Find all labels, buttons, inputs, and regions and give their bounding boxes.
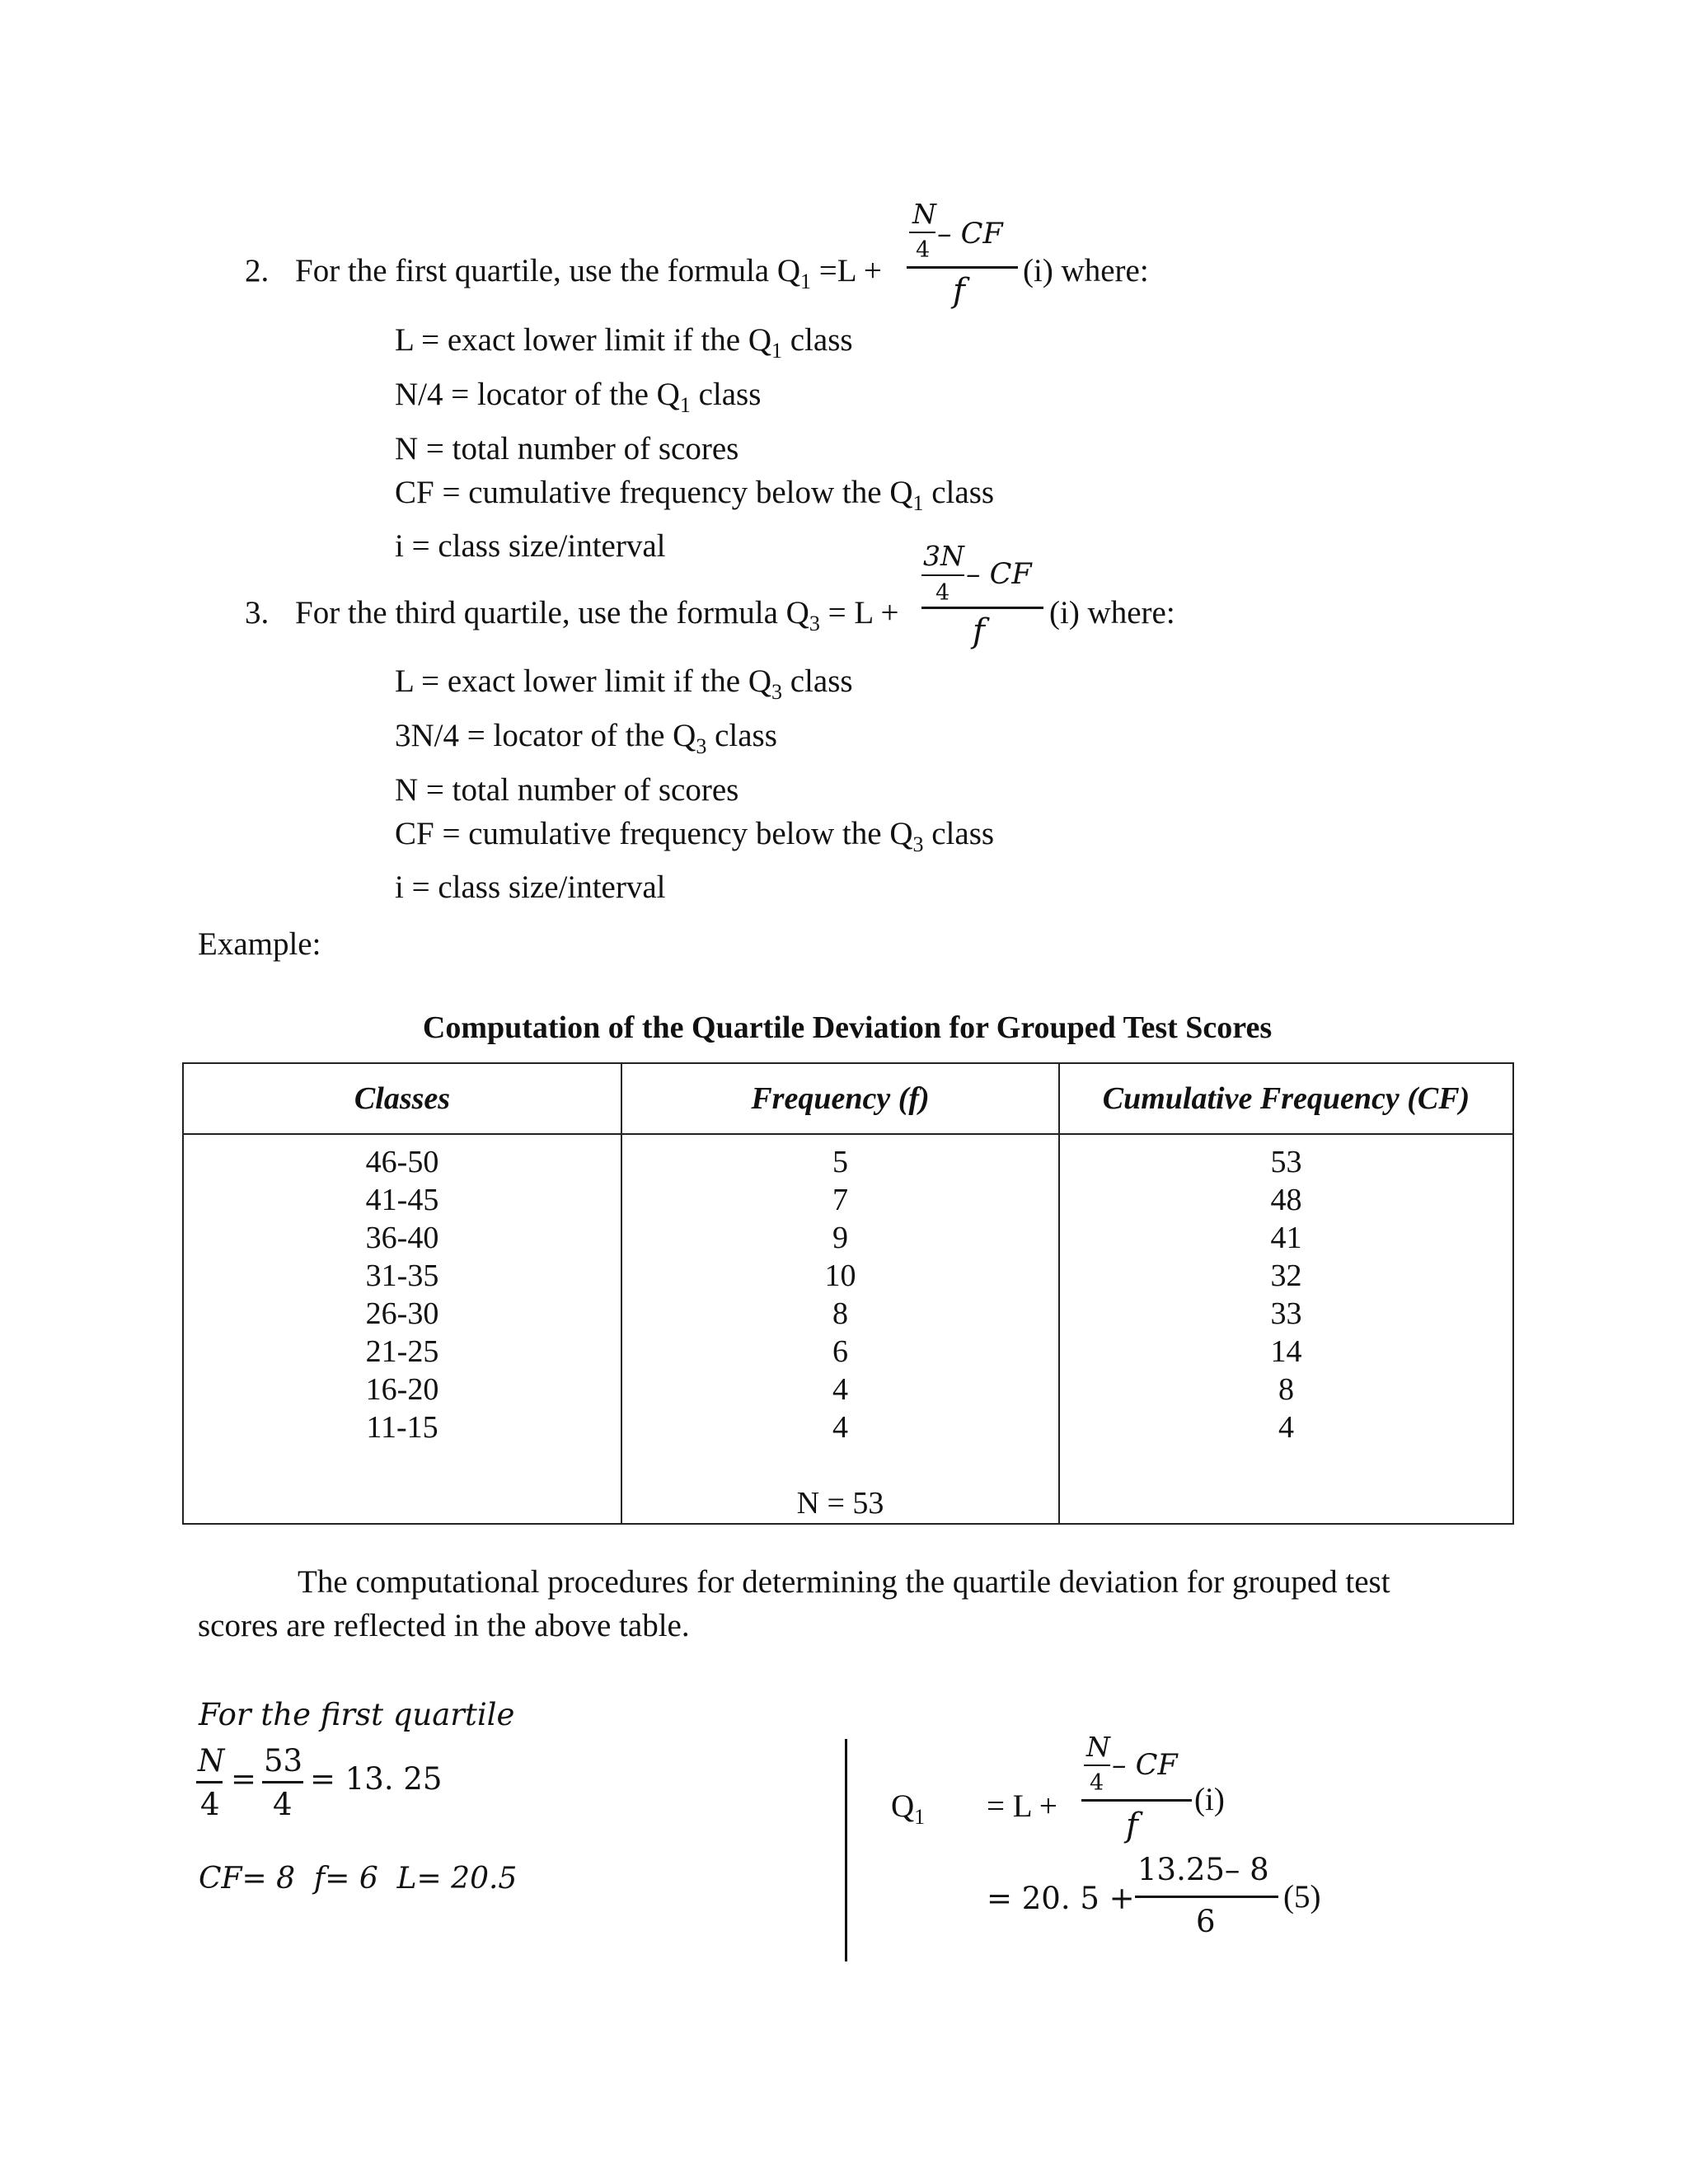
table-body-row [183,1134,1513,1524]
calc-den-4: 4 [200,1787,220,1822]
q3-def-lower-limit: L = exact lower limit if the $Q_3$ class [395,663,853,704]
line1-den: f [1126,1807,1138,1844]
line1-num-top: N [1086,1731,1110,1763]
calc-den-4b: 4 [273,1787,293,1822]
q1-formula-eq: =L + [811,253,882,288]
table-cell: 26-30 [365,1296,439,1331]
q3-formula-lead: For the third quartile, use the formula Q [295,595,809,630]
q1-line1-eq: = L + [987,1788,1057,1824]
q1-frac-num-top: N [912,198,936,230]
table-cell: 9 [832,1221,848,1255]
q1-def-locator: N/4 = locator of the $Q_1$ class [395,376,762,417]
table-cell: 41 [1270,1221,1302,1255]
table-spacer [623,1446,1057,1484]
q1-frac-num-minus: – CF [937,218,1003,251]
table-cell: 11-15 [366,1410,438,1445]
table-cell: 16-20 [365,1372,439,1407]
table-cell: 7 [832,1183,848,1217]
example-label: Example: [198,926,321,962]
line2-frac-bar [1135,1896,1278,1898]
line2-num: 13.25– 8 [1137,1852,1269,1887]
q3-frac-bar [921,607,1043,609]
table-cell: 4 [832,1410,848,1445]
table-cell: 5 [832,1145,848,1179]
classes-column [183,1134,621,1524]
q3-definitions [395,659,994,909]
q1-def-total: N = total number of scores [395,430,739,466]
calc-result: = 13. 25 [310,1761,443,1797]
paragraph-line-1: The computational procedures for determining the quartile deviation for grouped test [298,1564,1390,1600]
q1-def-cf: CF = cumulative frequency below the $Q_1$ class [395,474,995,515]
q1-frac-num-smallbar [909,232,935,233]
calc-eq-1: = [231,1761,257,1797]
table-cell: 8 [1278,1372,1294,1407]
q1-result-label: $Q_1$ [891,1788,926,1829]
q3-formula-text [295,597,898,635]
table-cell: 8 [832,1296,848,1331]
header-frequency: Frequency (f) [621,1063,1059,1134]
header-classes: Classes [183,1063,621,1134]
q3-def-interval: i = class size/interval [395,869,666,906]
q1-formula-lead: For the first quartile, use the formula Q [295,253,801,288]
table-cell: 14 [1270,1334,1302,1369]
calc-bar-2 [262,1781,303,1783]
table-cell: 21-25 [365,1334,439,1369]
table-cell: 48 [1270,1183,1302,1217]
calc-num-n: N [198,1743,225,1779]
table-cell: 4 [1278,1410,1294,1445]
q3-item-number: 3. [245,595,270,630]
q3-def-cf: CF = cumulative frequency below the $Q_3$ class [395,815,995,856]
q3-def-locator: 3N/4 = locator of the $Q_3$ class [395,717,777,758]
quartile-table [182,1062,1514,1525]
q3-formula-eq: = L + [819,595,899,630]
table-cell: 53 [1270,1145,1302,1179]
table-cell: 33 [1270,1296,1302,1331]
table-cell: 6 [832,1334,848,1369]
q1-definitions [395,318,994,568]
line1-num-smallbar [1084,1765,1110,1766]
q3-def-total: N = total number of scores [395,771,739,808]
q1-formula-where: (i) where: [1023,253,1149,288]
q1-line2-after: (5) [1283,1879,1321,1915]
q1-frac-den: f [953,272,965,310]
table-cell: 32 [1270,1258,1302,1293]
table-cell: 46-50 [365,1145,439,1179]
q1-frac-num-bottom: 4 [916,237,931,263]
calc-num-53: 53 [264,1743,303,1779]
table-cell: 10 [824,1258,856,1293]
table-cell: 36-40 [365,1221,439,1255]
table-cell: 31-35 [365,1258,439,1293]
q1-frac-bar [907,266,1018,269]
line1-num-minus: – CF [1112,1749,1178,1782]
table-cell: 4 [832,1372,848,1407]
q1-item-number: 2. [245,253,270,288]
vertical-divider [845,1739,847,1961]
total-n: N = 53 [796,1486,884,1521]
q3-formula-sub: 3 [809,611,820,635]
q1-def-lower-limit: L = exact lower limit if the $Q_1$ class [395,322,853,363]
q1-def-interval: i = class size/interval [395,528,666,565]
q3-frac-num-minus: – CF [966,558,1032,591]
table-header-row [183,1063,1513,1134]
q1-formula-sub: 1 [800,269,812,293]
table-cell: 41-45 [365,1183,439,1217]
q1-formula-text [295,255,882,293]
q3-frac-num-top: 3N [923,540,964,572]
paragraph-line-2: scores are reflected in the above table. [198,1608,690,1643]
cumulative-column [1059,1134,1513,1524]
line1-frac-bar [1081,1799,1192,1802]
q1-line1-after: (i) [1194,1782,1225,1817]
q3-frac-num-smallbar [921,574,964,576]
line2-den: 6 [1196,1904,1216,1939]
frequency-column [621,1134,1059,1524]
line1-num-bottom: 4 [1090,1770,1104,1796]
worked-heading: For the first quartile [199,1697,515,1732]
q3-frac-den: f [973,612,985,650]
worked-values: CF= 8 f= 6 L= 20.5 [199,1862,518,1896]
q1-line2-eq: = 20. 5 + [987,1881,1135,1916]
table-title: Computation of the Quartile Deviation for Grouped Test Scores [422,1010,1273,1045]
calc-bar-1 [196,1781,223,1783]
header-cumulative: Cumulative Frequency (CF) [1059,1063,1513,1134]
q3-frac-num-bottom: 4 [935,580,950,606]
q3-formula-where: (i) where: [1049,595,1175,630]
